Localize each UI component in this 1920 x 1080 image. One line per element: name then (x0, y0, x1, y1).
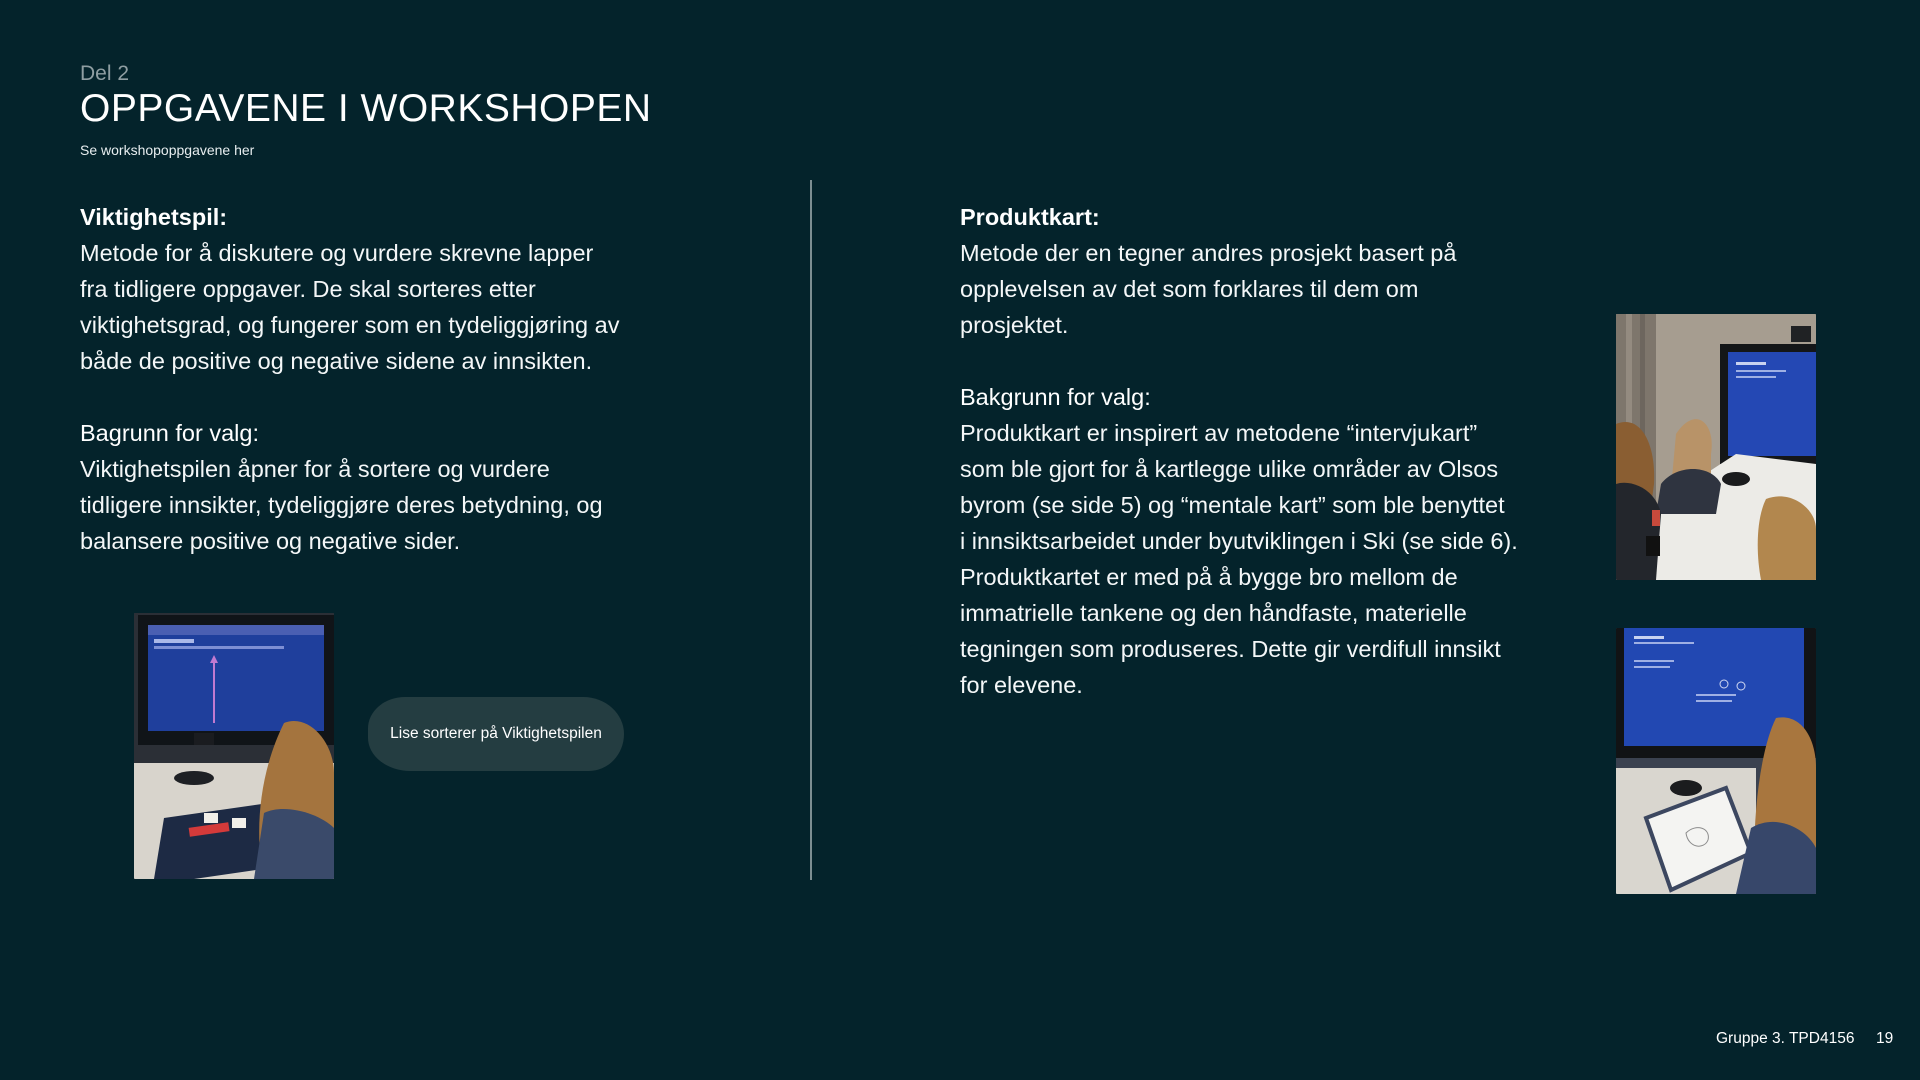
left-reason-description (80, 451, 660, 559)
text-line: viktighetsgrad, og fungerer som en tydeliggjøring av (80, 312, 620, 338)
column-divider (810, 180, 812, 880)
text-line: for elevene. (960, 672, 1083, 698)
workshop-tasks-link[interactable]: Se workshopoppgavene her (80, 142, 255, 158)
text-line: som ble gjort for å kartlegge ulike områder av Olsos (960, 456, 1499, 482)
part-label: Del 2 (80, 62, 130, 85)
photo-workshop-table (1616, 314, 1816, 580)
produktkart-description (960, 235, 1545, 343)
text-line: prosjektet. (960, 312, 1069, 338)
photo-caption: Lise sorterer på Viktighetspilen (390, 725, 602, 742)
text-line: Metode der en tegner andres prosjekt basert på (960, 240, 1457, 266)
photo-produktkart-drawing (1616, 628, 1816, 894)
text-line: Produktkartet er med på å bygge bro mellom de (960, 564, 1458, 590)
spacer (80, 379, 660, 415)
page-number: 19 (1876, 1030, 1894, 1047)
photo-caption-bubble (368, 697, 624, 771)
text-line: Viktighetspilen åpner for å sortere og vurdere (80, 456, 550, 482)
text-line: både de positive og negative sidene av innsikten. (80, 348, 593, 374)
text-line: fra tidligere oppgaver. De skal sorteres etter (80, 276, 536, 302)
viktighetspil-heading: Viktighetspil: (80, 204, 228, 230)
right-reason-heading: Bakgrunn for valg: (960, 384, 1151, 410)
right-column (960, 199, 1545, 703)
left-reason-heading: Bagrunn for valg: (80, 420, 259, 446)
footer-group-label: Gruppe 3. TPD4156 (1716, 1030, 1855, 1047)
text-line: i innsiktsarbeidet under byutviklingen i Ski (se side 6). (960, 528, 1518, 554)
text-line: Produktkart er inspirert av metodene “intervjukart” (960, 420, 1478, 446)
left-column (80, 199, 660, 559)
text-line: immatrielle tankene og den håndfaste, materielle (960, 600, 1467, 626)
viktighetspil-description (80, 235, 660, 379)
page-title: OPPGAVENE I WORKSHOPEN (80, 87, 652, 130)
text-line: byrom (se side 5) og “mentale kart” som ble benyttet (960, 492, 1505, 518)
text-line: tegningen som produseres. Dette gir verdifull innsikt (960, 636, 1501, 662)
produktkart-heading: Produktkart: (960, 204, 1100, 230)
text-line: Metode for å diskutere og vurdere skrevne lapper (80, 240, 594, 266)
photo-sorting-viktighetspilen (134, 613, 334, 879)
right-reason-description (960, 415, 1545, 703)
text-line: balansere positive og negative sider. (80, 528, 461, 554)
spacer (960, 343, 1545, 379)
text-line: opplevelsen av det som forklares til dem om (960, 276, 1419, 302)
text-line: tidligere innsikter, tydeliggjøre deres betydning, og (80, 492, 603, 518)
